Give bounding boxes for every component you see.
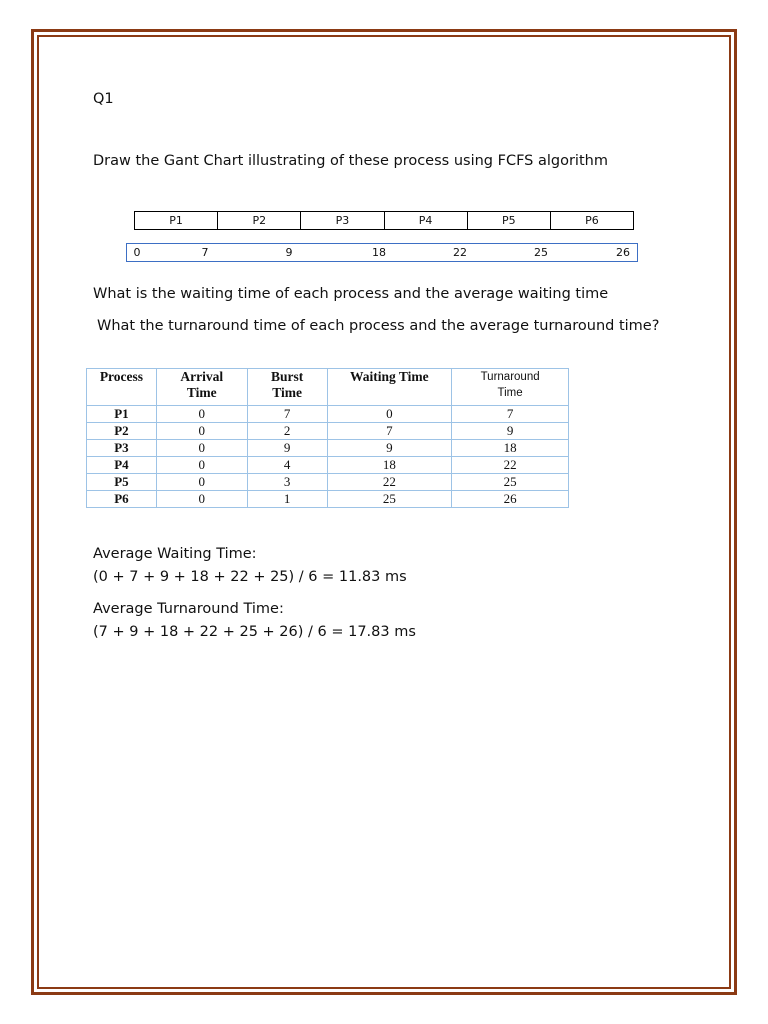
table-header-row: [87, 369, 569, 406]
header-burst-time: Burst Time: [247, 369, 327, 406]
cell-process: P4: [87, 457, 157, 474]
cell-arrival: 0: [156, 491, 247, 508]
table-row: [87, 457, 569, 474]
cell-turnaround: 7: [452, 406, 569, 423]
waiting-question: What is the waiting time of each process and the average waiting time: [93, 286, 609, 302]
table-row: [87, 423, 569, 440]
cell-turnaround: 25: [452, 474, 569, 491]
cell-arrival: 0: [156, 440, 247, 457]
turnaround-question: What the turnaround time of each process and the average turnaround time?: [97, 318, 660, 334]
gantt-time-label: 18: [372, 246, 386, 259]
cell-burst: 4: [247, 457, 327, 474]
avg-turnaround-formula: (7 + 9 + 18 + 22 + 25 + 26) / 6 = 17.83 ms: [93, 624, 416, 640]
cell-process: P6: [87, 491, 157, 508]
gantt-cell: P4: [385, 212, 468, 229]
header-turnaround-time: Turnaround Time: [452, 369, 569, 406]
gantt-chart-process-row: [134, 211, 634, 230]
avg-turnaround-label: Average Turnaround Time:: [93, 601, 284, 617]
cell-arrival: 0: [156, 457, 247, 474]
avg-waiting-formula: (0 + 7 + 9 + 18 + 22 + 25) / 6 = 11.83 ms: [93, 569, 407, 585]
header-waiting-time: Waiting Time: [327, 369, 452, 406]
cell-burst: 7: [247, 406, 327, 423]
cell-arrival: 0: [156, 474, 247, 491]
cell-waiting: 0: [327, 406, 452, 423]
cell-process: P5: [87, 474, 157, 491]
gantt-time-label: 22: [453, 246, 467, 259]
instruction-text: Draw the Gant Chart illustrating of these process using FCFS algorithm: [93, 153, 608, 169]
gantt-time-label: 0: [133, 246, 141, 259]
cell-turnaround: 9: [452, 423, 569, 440]
table-row: [87, 474, 569, 491]
cell-waiting: 9: [327, 440, 452, 457]
table-row: [87, 491, 569, 508]
gantt-time-label: 9: [285, 246, 293, 259]
cell-arrival: 0: [156, 423, 247, 440]
cell-waiting: 22: [327, 474, 452, 491]
page-border-inner: [37, 35, 731, 989]
gantt-time-label: 7: [201, 246, 209, 259]
cell-process: P3: [87, 440, 157, 457]
header-process: Process: [87, 369, 157, 406]
cell-waiting: 18: [327, 457, 452, 474]
cell-turnaround: 26: [452, 491, 569, 508]
cell-turnaround: 18: [452, 440, 569, 457]
gantt-cell: P3: [301, 212, 384, 229]
avg-waiting-label: Average Waiting Time:: [93, 546, 257, 562]
cell-burst: 1: [247, 491, 327, 508]
cell-burst: 9: [247, 440, 327, 457]
table-row: [87, 440, 569, 457]
gantt-cell: P6: [585, 214, 599, 227]
gantt-cell: P2: [218, 212, 301, 229]
question-label: Q1: [93, 91, 114, 107]
process-table: [86, 368, 569, 508]
gantt-cell: P1: [135, 212, 218, 229]
cell-arrival: 0: [156, 406, 247, 423]
cell-burst: 2: [247, 423, 327, 440]
cell-process: P1: [87, 406, 157, 423]
cell-waiting: 25: [327, 491, 452, 508]
gantt-cell: P5: [468, 212, 551, 229]
cell-process: P2: [87, 423, 157, 440]
header-arrival-time: Arrival Time: [156, 369, 247, 406]
table-row: [87, 406, 569, 423]
cell-waiting: 7: [327, 423, 452, 440]
gantt-chart-time-row: [126, 243, 638, 262]
gantt-time-label: 25: [534, 246, 548, 259]
cell-turnaround: 22: [452, 457, 569, 474]
cell-burst: 3: [247, 474, 327, 491]
gantt-time-label: 26: [616, 246, 630, 259]
